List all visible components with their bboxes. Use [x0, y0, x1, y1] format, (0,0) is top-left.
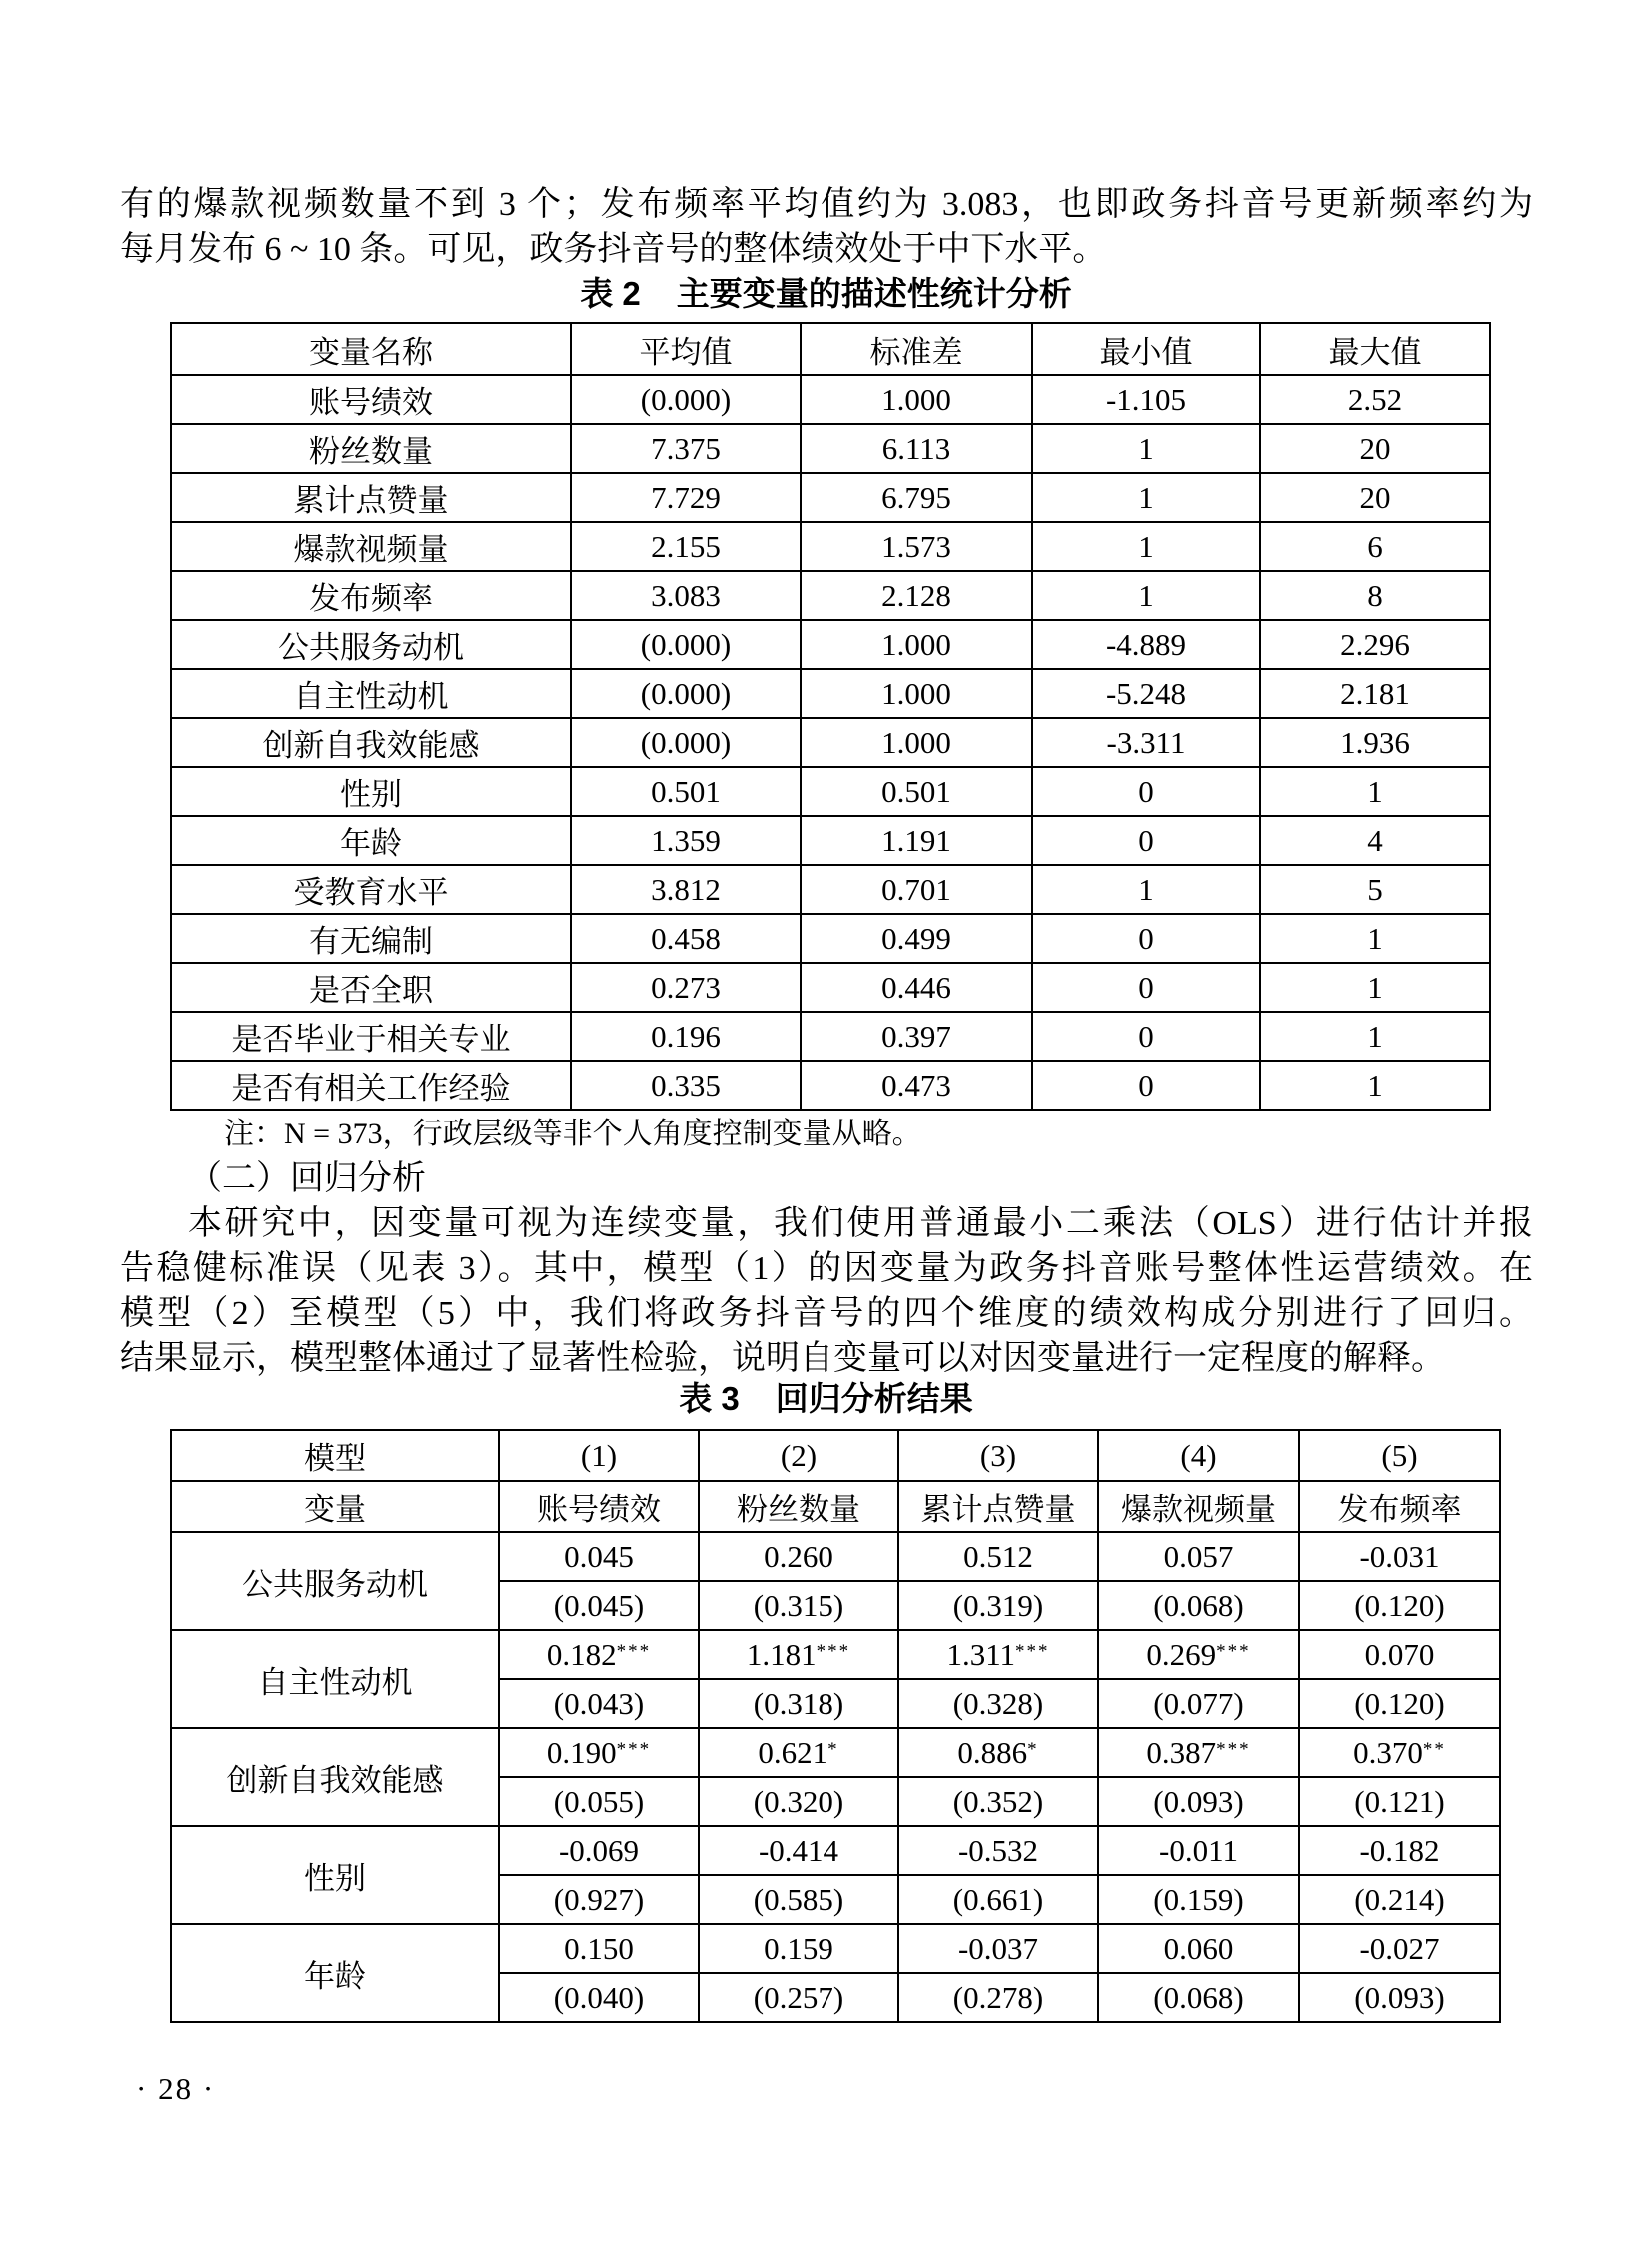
table-cell: (0.068)	[1098, 1973, 1299, 2022]
column-header: (4)	[1098, 1430, 1299, 1481]
table-row	[171, 865, 1490, 914]
row-label: 受教育水平	[171, 865, 571, 914]
table-cell: 0.273	[571, 963, 801, 1012]
coefficient-row	[171, 1630, 1500, 1679]
table-cell: 0	[1032, 1061, 1260, 1110]
table-cell: 0.070	[1299, 1630, 1500, 1679]
table-cell: 1.359	[571, 816, 801, 865]
column-header: 标准差	[801, 323, 1032, 375]
table-cell: 1.311***	[898, 1630, 1098, 1679]
table-row	[171, 571, 1490, 620]
table-row	[171, 473, 1490, 522]
table-cell: -0.037	[898, 1924, 1098, 1973]
table-cell: 0.057	[1098, 1532, 1299, 1581]
table-cell: (0.315)	[699, 1581, 898, 1630]
table-cell: 0.060	[1098, 1924, 1299, 1973]
table-cell: 20	[1260, 424, 1490, 473]
table-cell: (0.318)	[699, 1679, 898, 1728]
table-cell: -1.105	[1032, 375, 1260, 424]
table-cell: 0.260	[699, 1532, 898, 1581]
column-header: (2)	[699, 1430, 898, 1481]
column-header: 累计点赞量	[898, 1481, 1098, 1532]
table-cell: 1.181***	[699, 1630, 898, 1679]
table-cell: 0.886*	[898, 1728, 1098, 1777]
column-header: 爆款视频量	[1098, 1481, 1299, 1532]
table-cell: 0.397	[801, 1012, 1032, 1061]
significance-stars: *	[827, 1738, 839, 1760]
row-label: 发布频率	[171, 571, 571, 620]
row-label: 年龄	[171, 816, 571, 865]
text-line: 本研究中，因变量可视为连续变量，我们使用普通最小二乘法（OLS）进行估计并报	[188, 1205, 1533, 1242]
table-cell: 0.182***	[499, 1630, 699, 1679]
table-row	[171, 375, 1490, 424]
table-cell: (0.320)	[699, 1777, 898, 1826]
table-cell: (0.055)	[499, 1777, 699, 1826]
column-header: 粉丝数量	[699, 1481, 898, 1532]
table-cell: 0.512	[898, 1532, 1098, 1581]
table-cell: 7.375	[571, 424, 801, 473]
table-cell: (0.214)	[1299, 1875, 1500, 1924]
table-cell: (0.120)	[1299, 1679, 1500, 1728]
table-cell: 0.159	[699, 1924, 898, 1973]
table-cell: (0.585)	[699, 1875, 898, 1924]
table2-caption	[0, 273, 1652, 315]
table-cell: 1.000	[801, 620, 1032, 669]
column-header: 变量	[171, 1481, 499, 1532]
coefficient-row	[171, 1826, 1500, 1875]
row-label: 累计点赞量	[171, 473, 571, 522]
table-cell: 0	[1032, 1012, 1260, 1061]
table-row	[171, 767, 1490, 816]
table-cell: 0.387***	[1098, 1728, 1299, 1777]
text-line: 模型（2）至模型（5）中，我们将政务抖音号的四个维度的绩效构成分别进行了回归。	[120, 1295, 1533, 1332]
table-cell: 2.181	[1260, 669, 1490, 718]
row-label: 公共服务动机	[171, 1532, 499, 1630]
table-cell: 0.458	[571, 914, 801, 963]
table-cell: 0.045	[499, 1532, 699, 1581]
table-cell: 0.499	[801, 914, 1032, 963]
table-cell: (0.661)	[898, 1875, 1098, 1924]
row-label: 是否全职	[171, 963, 571, 1012]
table-cell: 1.191	[801, 816, 1032, 865]
table-cell: 1	[1260, 963, 1490, 1012]
table-cell: -0.182	[1299, 1826, 1500, 1875]
column-header: 发布频率	[1299, 1481, 1500, 1532]
row-label: 粉丝数量	[171, 424, 571, 473]
row-label: 账号绩效	[171, 375, 571, 424]
column-header: 变量名称	[171, 323, 571, 375]
table-row	[171, 914, 1490, 963]
table-cell: 1	[1260, 1061, 1490, 1110]
table-cell: 0.269***	[1098, 1630, 1299, 1679]
column-header: (3)	[898, 1430, 1098, 1481]
table3-caption-title: 回归分析结果	[775, 1380, 973, 1417]
table-cell: 0	[1032, 767, 1260, 816]
table-cell: 1.936	[1260, 718, 1490, 767]
table-cell: (0.352)	[898, 1777, 1098, 1826]
table-cell: 1	[1260, 1012, 1490, 1061]
significance-stars: ***	[816, 1640, 851, 1662]
row-label: 创新自我效能感	[171, 1728, 499, 1826]
significance-stars: ***	[1216, 1640, 1251, 1662]
table-cell: (0.093)	[1299, 1973, 1500, 2022]
table-cell: -0.011	[1098, 1826, 1299, 1875]
table-row	[171, 963, 1490, 1012]
row-label: 有无编制	[171, 914, 571, 963]
table-cell: 6.795	[801, 473, 1032, 522]
row-label: 性别	[171, 767, 571, 816]
table-cell: 0	[1032, 914, 1260, 963]
intro-paragraph	[120, 182, 1533, 272]
text-line: 每月发布 6 ~ 10 条。可见，政务抖音号的整体绩效处于中下水平。	[120, 231, 1107, 268]
table-cell: -0.532	[898, 1826, 1098, 1875]
table-cell: 3.812	[571, 865, 801, 914]
significance-stars: ***	[1015, 1640, 1050, 1662]
table-cell: (0.068)	[1098, 1581, 1299, 1630]
table-cell: 1	[1032, 571, 1260, 620]
table-row	[171, 620, 1490, 669]
column-header: (1)	[499, 1430, 699, 1481]
table-cell: 0.335	[571, 1061, 801, 1110]
text-line: 告稳健标准误（见表 3）。其中，模型（1）的因变量为政务抖音账号整体性运营绩效。在	[120, 1250, 1533, 1287]
table-cell: 0.370**	[1299, 1728, 1500, 1777]
table-cell: 1.000	[801, 375, 1032, 424]
table-cell: 1	[1032, 473, 1260, 522]
table-cell: 2.128	[801, 571, 1032, 620]
significance-stars: **	[1422, 1738, 1446, 1760]
table-cell: 5	[1260, 865, 1490, 914]
row-label: 年龄	[171, 1924, 499, 2022]
table-cell: 0.150	[499, 1924, 699, 1973]
table-cell: (0.045)	[499, 1581, 699, 1630]
table-cell: -0.031	[1299, 1532, 1500, 1581]
table-cell: -4.889	[1032, 620, 1260, 669]
table2-note: 注：N = 373，行政层级等非个人角度控制变量从略。	[224, 1118, 922, 1150]
table-row	[171, 1012, 1490, 1061]
table-cell: (0.093)	[1098, 1777, 1299, 1826]
row-label: 创新自我效能感	[171, 718, 571, 767]
table-cell: -0.069	[499, 1826, 699, 1875]
row-label: 爆款视频量	[171, 522, 571, 571]
table-cell: 1.000	[801, 669, 1032, 718]
table-cell: 0.701	[801, 865, 1032, 914]
table-cell: (0.121)	[1299, 1777, 1500, 1826]
column-header: 最大值	[1260, 323, 1490, 375]
table3-variable-header-row	[171, 1481, 1500, 1532]
table-cell: 0.621*	[699, 1728, 898, 1777]
coefficient-row	[171, 1924, 1500, 1973]
table3-caption	[0, 1378, 1652, 1420]
table2-caption-title: 主要变量的描述性统计分析	[676, 275, 1072, 312]
column-header: (5)	[1299, 1430, 1500, 1481]
table-cell: -3.311	[1032, 718, 1260, 767]
significance-stars: ***	[1216, 1738, 1251, 1760]
table-row	[171, 669, 1490, 718]
table-cell: (0.077)	[1098, 1679, 1299, 1728]
table-cell: 20	[1260, 473, 1490, 522]
table-cell: 1.573	[801, 522, 1032, 571]
significance-stars: ***	[616, 1738, 652, 1760]
row-label: 公共服务动机	[171, 620, 571, 669]
column-header: 最小值	[1032, 323, 1260, 375]
table2-descriptive-stats	[170, 322, 1491, 1111]
table-row	[171, 424, 1490, 473]
row-label: 是否有相关工作经验	[171, 1061, 571, 1110]
table-cell: 2.52	[1260, 375, 1490, 424]
table2-header-row	[171, 323, 1490, 375]
table-cell: 6.113	[801, 424, 1032, 473]
table-cell: 2.155	[571, 522, 801, 571]
table-cell: (0.927)	[499, 1875, 699, 1924]
table-cell: (0.319)	[898, 1581, 1098, 1630]
coefficient-row	[171, 1728, 1500, 1777]
text-line: 结果显示，模型整体通过了显著性检验，说明自变量可以对因变量进行一定程度的解释。	[120, 1340, 1445, 1377]
table-cell: 0	[1032, 963, 1260, 1012]
table-cell: 1	[1032, 424, 1260, 473]
table-cell: 0.501	[801, 767, 1032, 816]
row-label: 是否毕业于相关专业	[171, 1012, 571, 1061]
row-label: 自主性动机	[171, 1630, 499, 1728]
column-header: 模型	[171, 1430, 499, 1481]
table-row	[171, 522, 1490, 571]
table-row	[171, 816, 1490, 865]
table-cell: (0.328)	[898, 1679, 1098, 1728]
table-cell: 4	[1260, 816, 1490, 865]
table-cell: (0.120)	[1299, 1581, 1500, 1630]
table-cell: (0.040)	[499, 1973, 699, 2022]
significance-stars: *	[1027, 1738, 1039, 1760]
table-cell: -5.248	[1032, 669, 1260, 718]
body-paragraph	[120, 1201, 1533, 1381]
table-cell: (0.000)	[571, 718, 801, 767]
table-cell: 2.296	[1260, 620, 1490, 669]
table-row	[171, 718, 1490, 767]
table-cell: (0.159)	[1098, 1875, 1299, 1924]
table-cell: (0.000)	[571, 620, 801, 669]
table-row	[171, 1061, 1490, 1110]
row-label: 性别	[171, 1826, 499, 1924]
table-cell: 0.473	[801, 1061, 1032, 1110]
table-cell: 1	[1260, 914, 1490, 963]
row-label: 自主性动机	[171, 669, 571, 718]
table-cell: (0.000)	[571, 375, 801, 424]
table-cell: 0.196	[571, 1012, 801, 1061]
table-cell: 7.729	[571, 473, 801, 522]
table-cell: (0.043)	[499, 1679, 699, 1728]
significance-stars: ***	[616, 1640, 652, 1662]
table-cell: 1.000	[801, 718, 1032, 767]
column-header: 账号绩效	[499, 1481, 699, 1532]
table-cell: 1	[1260, 767, 1490, 816]
table-cell: 3.083	[571, 571, 801, 620]
table-cell: 0.190***	[499, 1728, 699, 1777]
section-heading: （二）回归分析	[188, 1160, 426, 1197]
table-cell: 0.501	[571, 767, 801, 816]
table-cell: (0.257)	[699, 1973, 898, 2022]
table3-regression-results	[170, 1429, 1501, 2023]
table-cell: 1	[1032, 865, 1260, 914]
table3-model-header-row	[171, 1430, 1500, 1481]
table2-caption-label: 表 2	[580, 275, 641, 312]
table3-caption-label: 表 3	[679, 1380, 740, 1417]
table-cell: (0.278)	[898, 1973, 1098, 2022]
table-cell: 6	[1260, 522, 1490, 571]
table-cell: 0	[1032, 816, 1260, 865]
table-cell: (0.000)	[571, 669, 801, 718]
column-header: 平均值	[571, 323, 801, 375]
page-number: · 28 ·	[136, 2071, 216, 2106]
table-cell: -0.027	[1299, 1924, 1500, 1973]
table-cell: 8	[1260, 571, 1490, 620]
table-cell: -0.414	[699, 1826, 898, 1875]
table-cell: 0.446	[801, 963, 1032, 1012]
coefficient-row	[171, 1532, 1500, 1581]
table-cell: 1	[1032, 522, 1260, 571]
text-line: 有的爆款视频数量不到 3 个；发布频率平均值约为 3.083，也即政务抖音号更新频率约为	[120, 186, 1533, 223]
